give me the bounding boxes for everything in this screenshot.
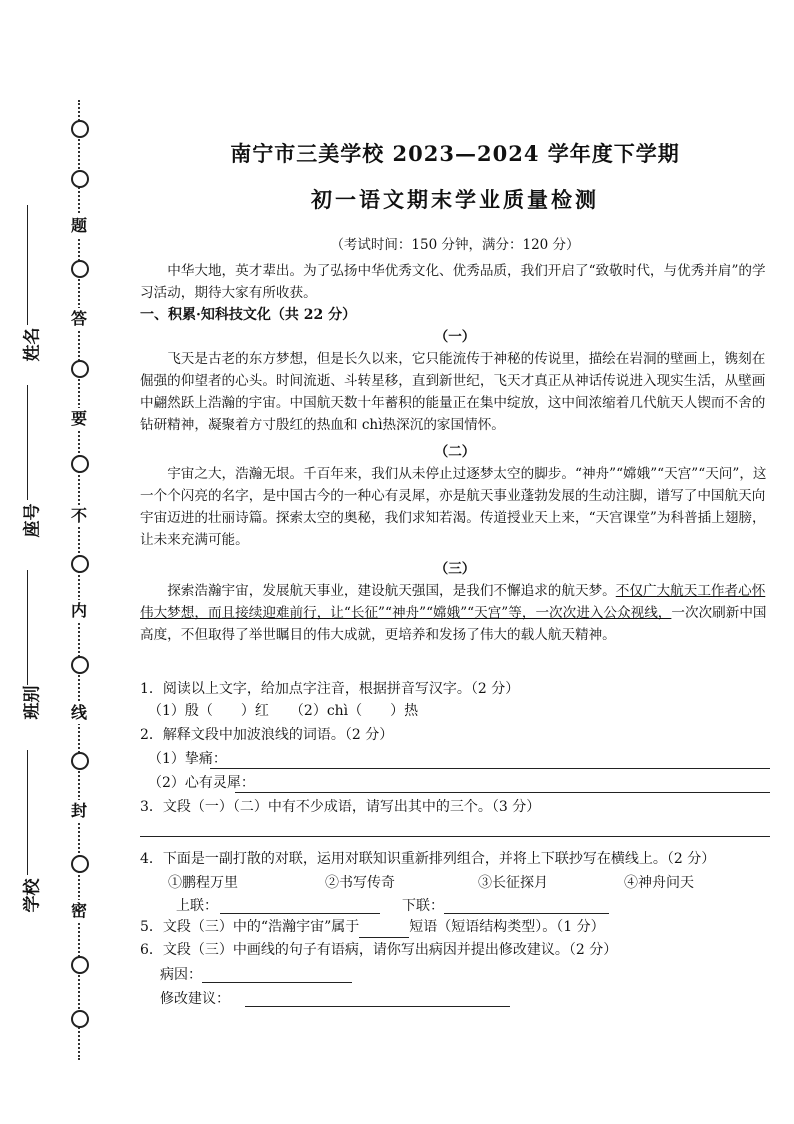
binding-mark-mi: 密 bbox=[68, 900, 90, 922]
seat-field-line[interactable] bbox=[27, 385, 28, 500]
q6-cause-label: 病因： bbox=[160, 967, 202, 983]
section-heading: 一、积累·知科技文化（共 22 分） bbox=[140, 307, 357, 323]
exam-info: （考试时间：150 分钟，满分：120 分） bbox=[330, 237, 580, 253]
q4-upper-line[interactable] bbox=[220, 913, 380, 914]
binding-circle bbox=[71, 555, 89, 573]
passage-2-label: （二） bbox=[434, 444, 476, 460]
q4-option-1: ①鹏程万里 bbox=[168, 875, 238, 891]
q4-option-2: ②书写传奇 bbox=[325, 875, 395, 891]
q4-lower-label: 下联： bbox=[402, 898, 444, 914]
q2a-answer-line[interactable] bbox=[210, 768, 770, 769]
binding-mark-ti: 题 bbox=[68, 215, 90, 237]
passage-3-text-a: 探索浩瀚宇宙，发展航天事业，建设航天强国，是我们不懈追求的航天梦。 bbox=[167, 583, 616, 599]
question-2-a: （1）挚痛： bbox=[148, 751, 227, 767]
q6-cause-line[interactable] bbox=[202, 982, 352, 983]
school-label: 学校 bbox=[22, 878, 43, 913]
passage-3 bbox=[140, 558, 770, 646]
binding-circle bbox=[71, 120, 89, 138]
binding-mark-xian: 线 bbox=[68, 702, 90, 724]
passage-3-underlined-sentence: 不仅广大航天工作者心怀伟大梦想，而且接续迎难前行，让“长征”“神舟”“嫦娥”“天宫”等，一次次进入公众视线， bbox=[140, 583, 766, 621]
question-5-a: 5．文段（三）中的“浩瀚宇宙”属于 bbox=[140, 919, 360, 935]
exam-subtitle: 初一语文期末学业质量检测 bbox=[311, 187, 599, 212]
class-field-line[interactable] bbox=[27, 570, 28, 685]
name-label: 姓名 bbox=[22, 327, 43, 362]
intro-text: 中华大地，英才辈出。为了弘扬中华优秀文化、优秀品质，我们开启了“致敬时代，与优秀并肩”的学习活动，期待大家有所收获。 bbox=[140, 263, 766, 301]
question-1: 1．阅读以上文字，给加点字注音，根据拼音写汉字。（2 分） bbox=[140, 681, 520, 697]
q4-option-3: ③长征探月 bbox=[478, 875, 548, 891]
passage-3-text-b: 一次次刷新中国高度，不但取得了举世瞩目的伟大成就，更培养和发扬了伟大的载人航天精神。 bbox=[140, 605, 767, 643]
binding-mark-feng: 封 bbox=[68, 800, 90, 822]
passage-2-text: 宇宙之大，浩瀚无垠。千百年来，我们从未停止过逐梦太空的脚步。“神舟”“嫦娥”“天宫”“天问”，这一个个闪亮的名字，是中国古今的一种心有灵犀，亦是航天事业蓬勃发展的生动注脚，谱写了中国航天向宇宙迈进的壮丽诗篇。探索太空的奥秘，我们求知若渴。传道授业天上来，“天宫课堂”为科普插上翅膀，让未来充满可能。 bbox=[140, 466, 767, 548]
passage-2 bbox=[140, 441, 770, 551]
binding-circle bbox=[71, 1010, 89, 1028]
binding-circle bbox=[71, 455, 89, 473]
question-2-b: （2）心有灵犀： bbox=[148, 775, 255, 791]
passage-3-label: （三） bbox=[434, 561, 476, 577]
intro-block bbox=[140, 260, 770, 326]
binding-mark-nei: 内 bbox=[68, 600, 90, 622]
question-3: 3．文段（一）（二）中有不少成语，请写出其中的三个。（3 分） bbox=[140, 799, 541, 815]
binding-circle bbox=[71, 170, 89, 188]
binding-mark-da: 答 bbox=[68, 308, 90, 330]
question-6: 6．文段（三）中画线的句子有语病，请你写出病因并提出修改建议。（2 分） bbox=[140, 942, 618, 958]
exam-title: 南宁市三美学校 2023—2024 学年度下学期 bbox=[230, 141, 680, 166]
name-field-line[interactable] bbox=[27, 205, 28, 325]
binding-circle bbox=[71, 360, 89, 378]
q5-answer-blank[interactable] bbox=[359, 923, 409, 938]
passage-3-text bbox=[140, 580, 770, 646]
binding-circle bbox=[71, 656, 89, 674]
binding-circle bbox=[71, 752, 89, 770]
q4-option-4: ④神舟问天 bbox=[624, 875, 694, 891]
q6-fix-label: 修改建议： bbox=[160, 991, 230, 1007]
binding-mark-bu: 不 bbox=[68, 505, 90, 527]
binding-circle bbox=[71, 956, 89, 974]
q4-lower-line[interactable] bbox=[444, 913, 609, 914]
question-5-b: 短语（短语结构类型）。（1 分） bbox=[409, 919, 605, 935]
passage-1 bbox=[140, 326, 770, 436]
class-label: 班别 bbox=[22, 685, 43, 720]
question-5 bbox=[140, 916, 605, 938]
question-4: 4．下面是一副打散的对联，运用对联知识重新排列组合，并将上下联抄写在横线上。（2 分） bbox=[140, 851, 716, 867]
binding-mark-yao: 要 bbox=[68, 408, 90, 430]
passage-1-label: （一） bbox=[434, 329, 476, 345]
binding-circle bbox=[71, 260, 89, 278]
q6-fix-line[interactable] bbox=[245, 1006, 510, 1007]
binding-circle bbox=[71, 855, 89, 873]
q3-answer-line[interactable] bbox=[140, 836, 770, 837]
q2b-answer-line[interactable] bbox=[235, 792, 770, 793]
school-field-line[interactable] bbox=[27, 750, 28, 875]
q4-upper-label: 上联： bbox=[176, 898, 218, 914]
question-1-items: （1）殷（ ）红 （2）chì（ ）热 bbox=[148, 703, 419, 719]
question-2: 2．解释文段中加波浪线的词语。（2 分） bbox=[140, 727, 394, 743]
passage-1-text: 飞天是古老的东方梦想，但是长久以来，它只能流传于神秘的传说里，描绘在岩洞的壁画上，镌刻在倔强的仰望者的心头。时间流逝、斗转星移，直到新世纪，飞天才真正从神话传说进入现实生活，从壁画中翩然跃上浩瀚的宇宙。中国航天数十年蓄积的能量正在集中绽放，这中间浓缩着几代航天人锲而不舍的钻研精神，凝聚着方寸殷红的热血和 chì热深沉的家国情怀。 bbox=[140, 351, 766, 433]
seat-label: 座号 bbox=[22, 503, 43, 538]
